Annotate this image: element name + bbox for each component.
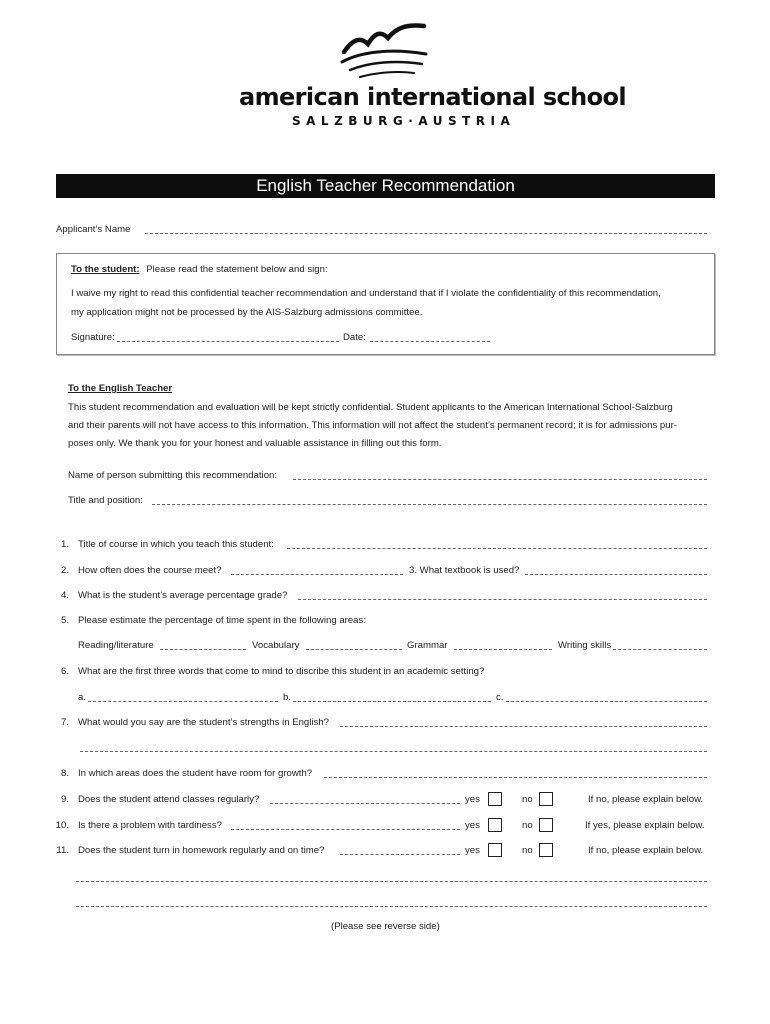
q6-c-field[interactable] [506,692,707,702]
q11-yes-label: yes [465,845,480,856]
q5-area-writing: Writing skills [558,640,612,651]
q5-area-vocabulary: Vocabulary [252,640,300,651]
q6-number: 6. [60,666,69,677]
q11-yes-checkbox[interactable] [488,843,502,857]
teacher-para-line3: poses only. We thank you for your honest and valuable assistance in filling out this form. [68,438,442,449]
q10-yes-label: yes [465,820,480,831]
q7-text: What would you say are the student’s strengths in English? [78,717,330,728]
q6-b-label: b. [283,692,292,703]
q5-text: Please estimate the percentage of time spent in the following areas: [78,615,366,626]
date-label: Date: [343,332,366,343]
q4-number: 4. [60,590,69,601]
q11-text: Does the student turn in homework regularly and on time? [78,845,325,856]
q6-text: What are the first three words that come to mind to discribe this student in an academic setting? [78,666,485,677]
q6-b-field[interactable] [293,692,491,702]
applicant-name-label: Applicant’s Name [56,224,131,235]
q5-number: 5. [60,615,69,626]
q6-c-label: c. [496,692,504,703]
q10-yes-checkbox[interactable] [488,818,502,832]
student-box-instruction: Please read the statement below and sign: [146,264,328,275]
signature-field[interactable] [117,332,339,342]
q4-text: What is the student’s average percentage grade? [78,590,288,601]
explanation-field-line1[interactable] [76,872,707,882]
q2-number: 2. [60,565,69,576]
q6-a-label: a. [78,692,87,703]
q9-number: 9. [60,794,69,805]
q5-reading-field[interactable] [160,640,246,650]
teacher-section-heading: To the English Teacher [68,383,173,394]
q1-text: Title of course in which you teach this student: [78,539,274,550]
q11-number: 11. [56,845,69,856]
q9-comment-field[interactable] [270,794,460,804]
date-field[interactable] [370,332,490,342]
q8-number: 8. [60,768,69,779]
q10-explain-note: If yes, please explain below. [585,820,705,831]
q11-explain-note: If no, please explain below. [588,845,704,856]
waiver-text-line1: I waive my right to read this confidential teacher recommendation and understand that if I violate the confidentiality of this recommendation, [71,288,661,299]
q9-yes-checkbox[interactable] [488,792,502,806]
q9-no-label: no [522,794,533,805]
teacher-para-line1: This student recommendation and evaluation will be kept strictly confidential. Student applicants to the American International School-Salzburg [68,402,673,413]
q5-writing-field[interactable] [613,640,707,650]
q3-answer-field[interactable] [525,565,707,575]
form-title: English Teacher Recommendation [56,174,715,198]
q5-area-reading: Reading/literature [78,640,154,651]
q9-yes-label: yes [465,794,480,805]
q2-answer-field[interactable] [231,565,403,575]
q2-text: How often does the course meet? [78,565,222,576]
q7-answer-field[interactable] [340,717,707,727]
teacher-para-line2: and their parents will not have access to this information. This information will not affect the student’s permanent record; it is for admissions pur- [68,420,677,431]
waiver-text-line2: my application might not be processed by the AIS-Salzburg admissions committee. [71,307,423,318]
q6-a-field[interactable] [88,692,278,702]
q10-text: Is there a problem with tardiness? [78,820,222,831]
q4-answer-field[interactable] [298,590,707,600]
q1-number: 1. [60,539,69,550]
q3-text: 3. What textbook is used? [409,565,520,576]
q11-comment-field[interactable] [340,845,460,855]
q7-number: 7. [60,717,69,728]
submitter-name-field[interactable] [293,470,707,480]
q10-number: 10. [55,820,69,831]
q5-grammar-field[interactable] [454,640,552,650]
q9-text: Does the student attend classes regularly? [78,794,260,805]
student-box-heading-row [71,264,328,275]
q10-no-checkbox[interactable] [539,818,553,832]
applicant-name-field[interactable] [145,224,707,234]
q10-comment-field[interactable] [231,820,460,830]
q10-no-label: no [522,820,533,831]
applicant-name-row [56,224,130,235]
explanation-field-line2[interactable] [76,897,707,907]
q11-no-checkbox[interactable] [539,843,553,857]
school-location: SALZBURG·AUSTRIA [292,114,516,128]
school-logo-mark [340,22,430,80]
submitter-name-label: Name of person submitting this recommendation: [68,470,278,481]
school-name: american international school [239,83,627,111]
q9-explain-note: If no, please explain below. [588,794,704,805]
footer-note: (Please see reverse side) [331,921,440,932]
q1-answer-field[interactable] [287,539,707,549]
q5-area-grammar: Grammar [407,640,448,651]
student-box-heading: To the student: [71,264,140,275]
q9-no-checkbox[interactable] [539,792,553,806]
q5-vocabulary-field[interactable] [306,640,402,650]
title-position-label: Title and position: [68,495,143,506]
q8-answer-field[interactable] [324,768,707,778]
q11-no-label: no [522,845,533,856]
q8-text: In which areas does the student have room for growth? [78,768,313,779]
q7-answer-field-continued[interactable] [80,742,707,752]
title-position-field[interactable] [152,495,707,505]
signature-label: Signature: [71,332,115,343]
